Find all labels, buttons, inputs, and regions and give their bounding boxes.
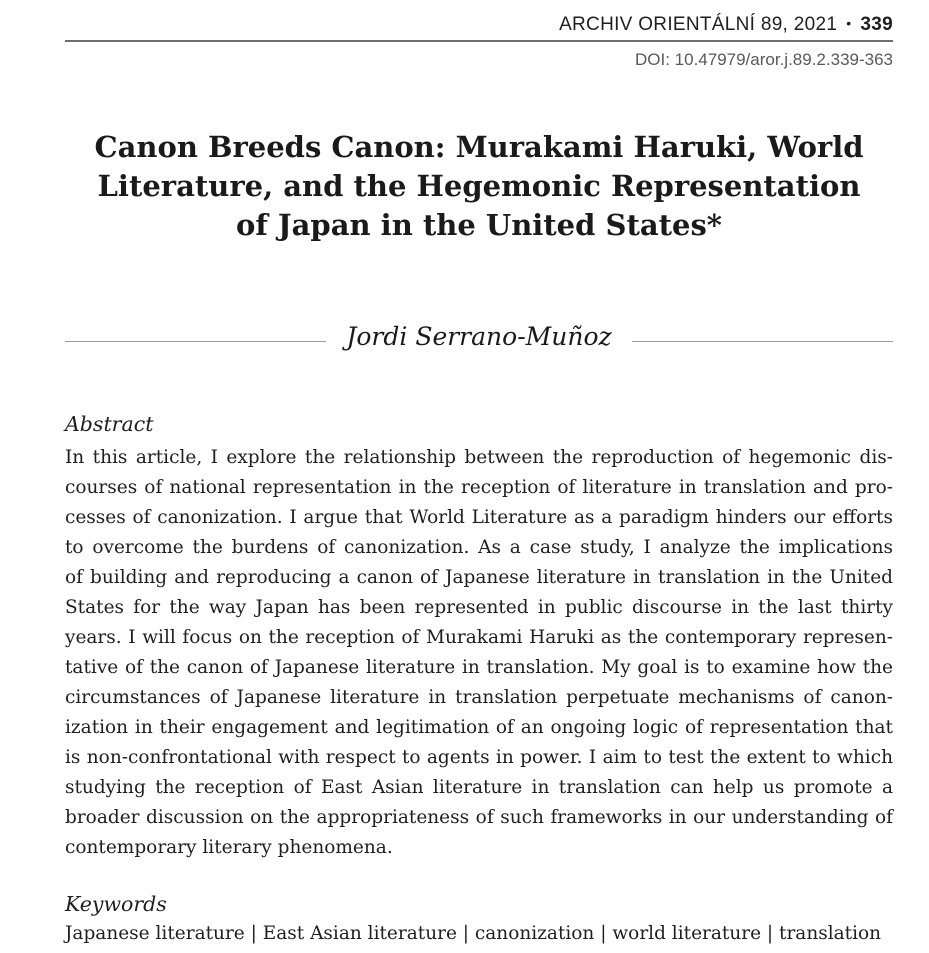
abs-line-6: States for the way Japan has been represented in public discourse in the last thirty [65, 597, 893, 618]
abs-line-12: studying the reception of East Asian literature in translation can help us promote a [65, 777, 893, 798]
abstract-heading: Abstract [65, 412, 154, 436]
author-name: Jordi Serrano-Muñoz [346, 322, 612, 351]
article-title [65, 128, 893, 245]
author-rule-left [65, 341, 326, 342]
abs-line-1: In this article, I explore the relationship between the reproduction of hegemonic dis- [65, 447, 893, 468]
abs-line-10: ization in their engagement and legitimation of an ongoing logic of representation that [65, 717, 893, 738]
abs-line-11: is non-confrontational with respect to agents in power. I aim to test the extent to which [65, 747, 893, 768]
title-line-2: Literature, and the Hegemonic Representation [97, 169, 861, 203]
journal-line [65, 12, 893, 36]
header-rule [65, 40, 893, 42]
abs-line-13: broader discussion on the appropriateness of such frameworks in our understanding of [65, 807, 893, 828]
keywords-heading: Keywords [65, 892, 167, 916]
abs-line-5: of building and reproducing a canon of Japanese literature in translation in the United [65, 567, 893, 588]
abs-line-4: to overcome the burdens of canonization. As a case study, I analyze the implications [65, 537, 893, 558]
bullet-separator-icon: • [846, 15, 852, 31]
author-row [65, 321, 893, 353]
keywords-line: Japanese literature | East Asian literature | canonization | world literature | translation [65, 923, 882, 944]
title-line-3: of Japan in the United States* [236, 208, 722, 242]
author-rule-right [632, 341, 893, 342]
keywords-section [65, 889, 893, 949]
abstract-body [65, 443, 893, 863]
abs-line-8: tative of the canon of Japanese literature in translation. My goal is to examine how the [65, 657, 893, 678]
abstract-section [65, 409, 893, 863]
abs-line-9: circumstances of Japanese literature in translation perpetuate mechanisms of canon- [65, 687, 893, 708]
journal-title: ARCHIV ORIENTÁLNÍ 89, 2021 [559, 14, 838, 35]
abs-line-3: cesses of canonization. I argue that World Literature as a paradigm hinders our efforts [65, 507, 893, 528]
running-head [65, 12, 893, 70]
abs-line-2: courses of national representation in the reception of literature in translation and pro- [65, 477, 893, 498]
abs-line-14: contemporary literary phenomena. [65, 837, 393, 858]
doi-line: DOI: 10.47979/aror.j.89.2.339-363 [634, 50, 893, 69]
page-number: 339 [860, 14, 893, 35]
title-line-1: Canon Breeds Canon: Murakami Haruki, World [94, 130, 864, 164]
abs-line-7: years. I will focus on the reception of Murakami Haruki as the contemporary represen- [65, 627, 893, 648]
